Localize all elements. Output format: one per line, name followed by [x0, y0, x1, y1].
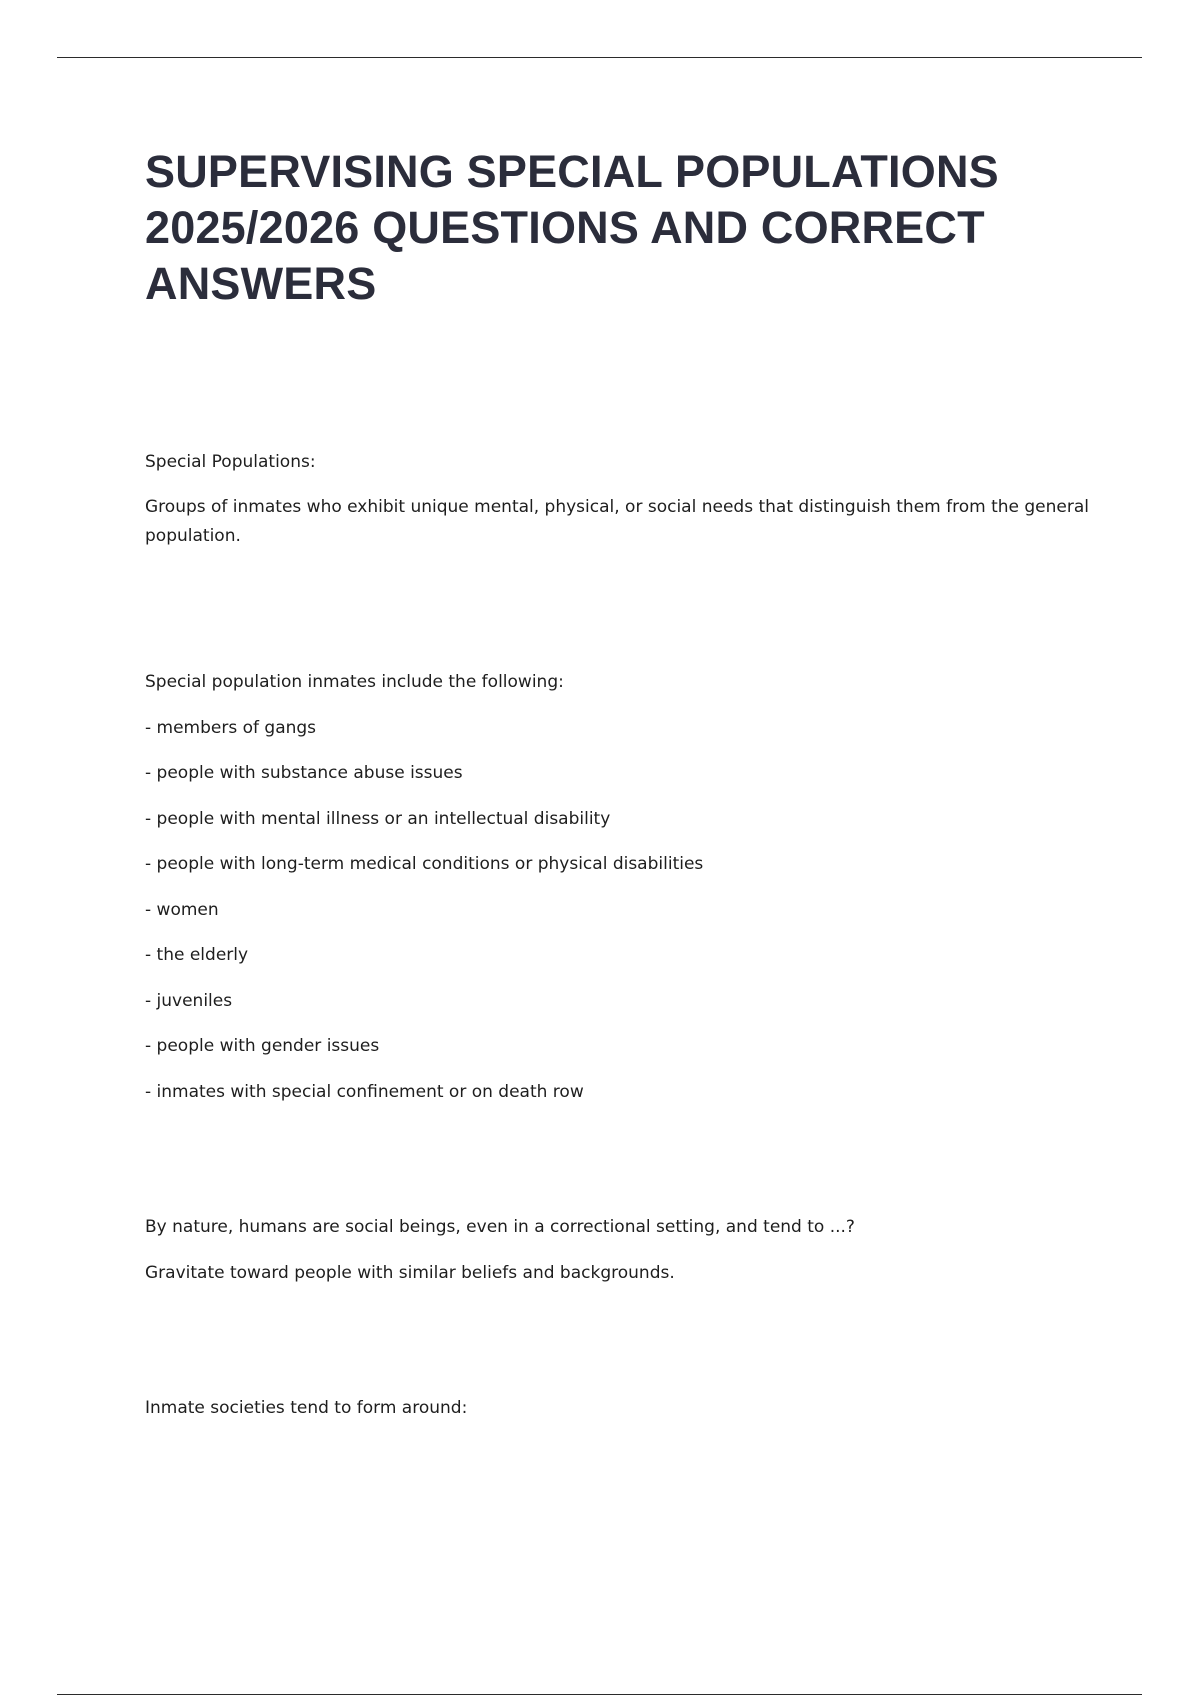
qa-item-social-beings — [145, 1205, 1090, 1296]
list-item: - women — [145, 899, 219, 920]
document-title: SUPERVISING SPECIAL POPULATIONS 2025/2026 QUESTIONS AND CORRECT ANSWERS — [145, 146, 999, 309]
list-item: - inmates with special confinement or on death row — [145, 1081, 584, 1102]
question-text: Inmate societies tend to form around: — [145, 1398, 468, 1418]
list-item: - juveniles — [145, 990, 233, 1011]
list-item: - people with mental illness or an intellectual disability — [145, 808, 611, 829]
question-text: Special population inmates include the following: — [145, 672, 564, 692]
header-rule — [57, 57, 1142, 58]
qa-item-special-populations — [145, 448, 1090, 551]
qa-item-inmate-societies — [145, 1386, 1090, 1432]
answer-text: Gravitate toward people with similar beliefs and backgrounds. — [145, 1262, 675, 1283]
list-item: - the elderly — [145, 945, 249, 965]
list-item: - people with substance abuse issues — [145, 763, 463, 783]
list-item: - people with gender issues — [145, 1036, 380, 1056]
question-text: Special Populations: — [145, 452, 316, 472]
answer-text: Groups of inmates who exhibit unique mental, physical, or social needs that distinguish them from the general population. — [145, 497, 1089, 546]
list-item: - members of gangs — [145, 717, 317, 738]
question-text: By nature, humans are social beings, even in a correctional setting, and tend to ...? — [145, 1217, 855, 1237]
list-item: - people with long-term medical conditions or physical disabilities — [145, 854, 704, 874]
qa-item-special-population-inmates — [145, 660, 1090, 1115]
footer-rule — [57, 1694, 1142, 1695]
